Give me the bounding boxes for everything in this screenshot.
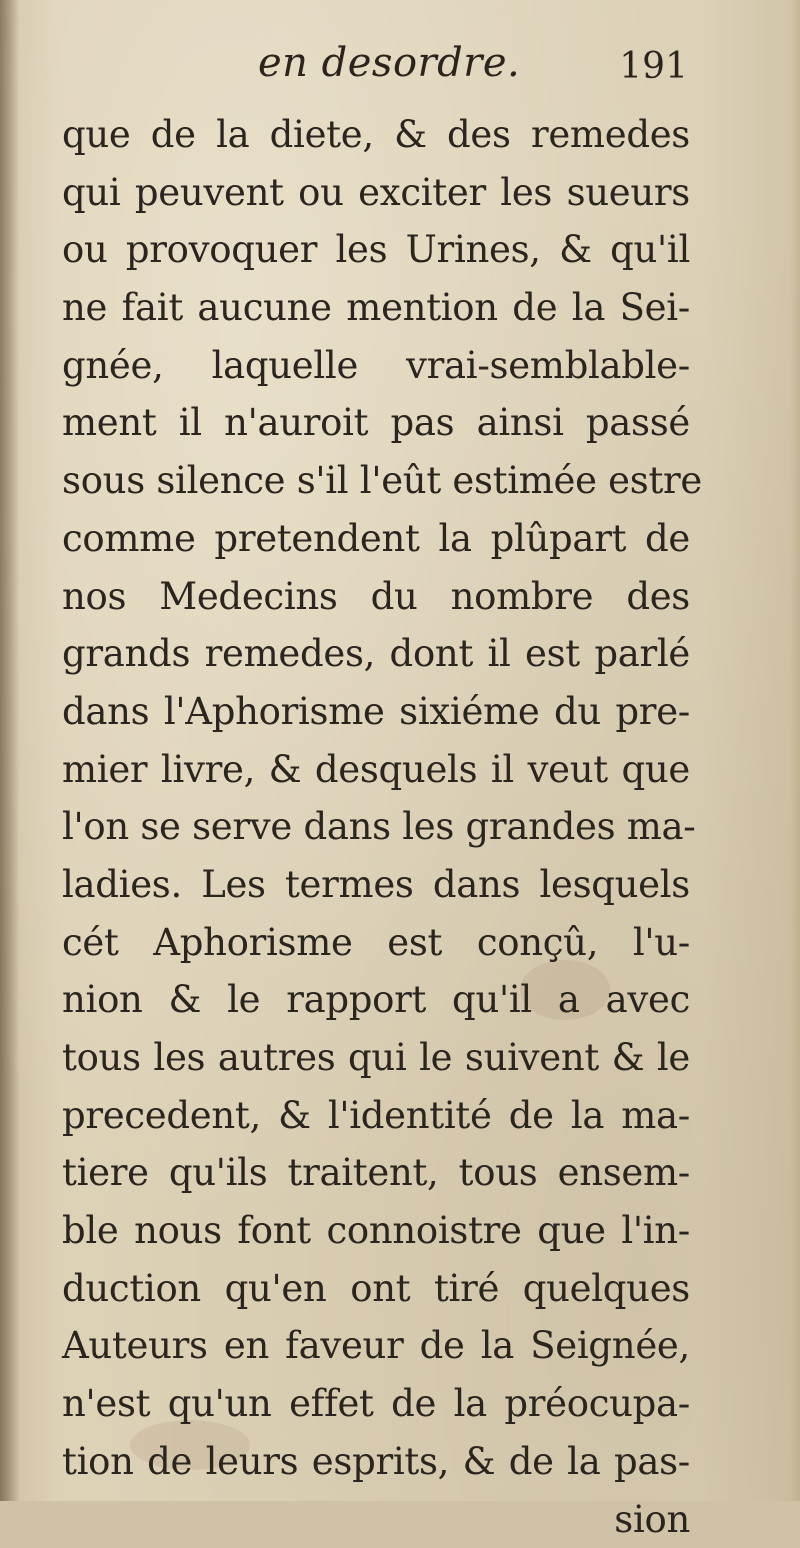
text-line: sous silence s'il l'eût estimée estre: [62, 452, 690, 510]
text-line: tous les autres qui le suivent & le: [62, 1029, 690, 1087]
text-line: ment il n'auroit pas ainsi passé: [62, 394, 690, 452]
text-line: ble nous font connoistre que l'in-: [62, 1202, 690, 1260]
body-text: [62, 106, 690, 1548]
catchword: sion: [62, 1491, 690, 1548]
text-line: tiere qu'ils traitent, tous ensem-: [62, 1144, 690, 1202]
text-line: qui peuvent ou exciter les sueurs: [62, 164, 690, 222]
text-line: l'on se serve dans les grandes ma-: [62, 798, 690, 856]
text-line: ou provoquer les Urines, & qu'il: [62, 221, 690, 279]
text-line: nion & le rapport qu'il a avec: [62, 971, 690, 1029]
text-line: duction qu'en ont tiré quelques: [62, 1260, 690, 1318]
text-line: comme pretendent la plûpart de: [62, 510, 690, 568]
text-line: mier livre, & desquels il veut que: [62, 741, 690, 799]
running-head: [0, 40, 800, 100]
page-number: 191: [619, 46, 688, 87]
text-line: que de la diete, & des remedes: [62, 106, 690, 164]
text-line: precedent, & l'identité de la ma-: [62, 1087, 690, 1145]
gutter-shadow: [0, 0, 20, 1501]
text-line: n'est qu'un effet de la préocupa-: [62, 1375, 690, 1433]
text-line: nos Medecins du nombre des: [62, 568, 690, 626]
text-line: gnée, laquelle vrai-semblable-: [62, 337, 690, 395]
text-line: ne fait aucune mention de la Sei-: [62, 279, 690, 337]
text-line: Auteurs en faveur de la Seignée,: [62, 1317, 690, 1375]
text-line: tion de leurs esprits, & de la pas-: [62, 1433, 690, 1491]
text-line: cét Aphorisme est conçû, l'u-: [62, 914, 690, 972]
text-line: grands remedes, dont il est parlé: [62, 625, 690, 683]
running-head-title: en desordre.: [258, 40, 520, 86]
text-line: dans l'Aphorisme sixiéme du pre-: [62, 683, 690, 741]
text-line: ladies. Les termes dans lesquels: [62, 856, 690, 914]
